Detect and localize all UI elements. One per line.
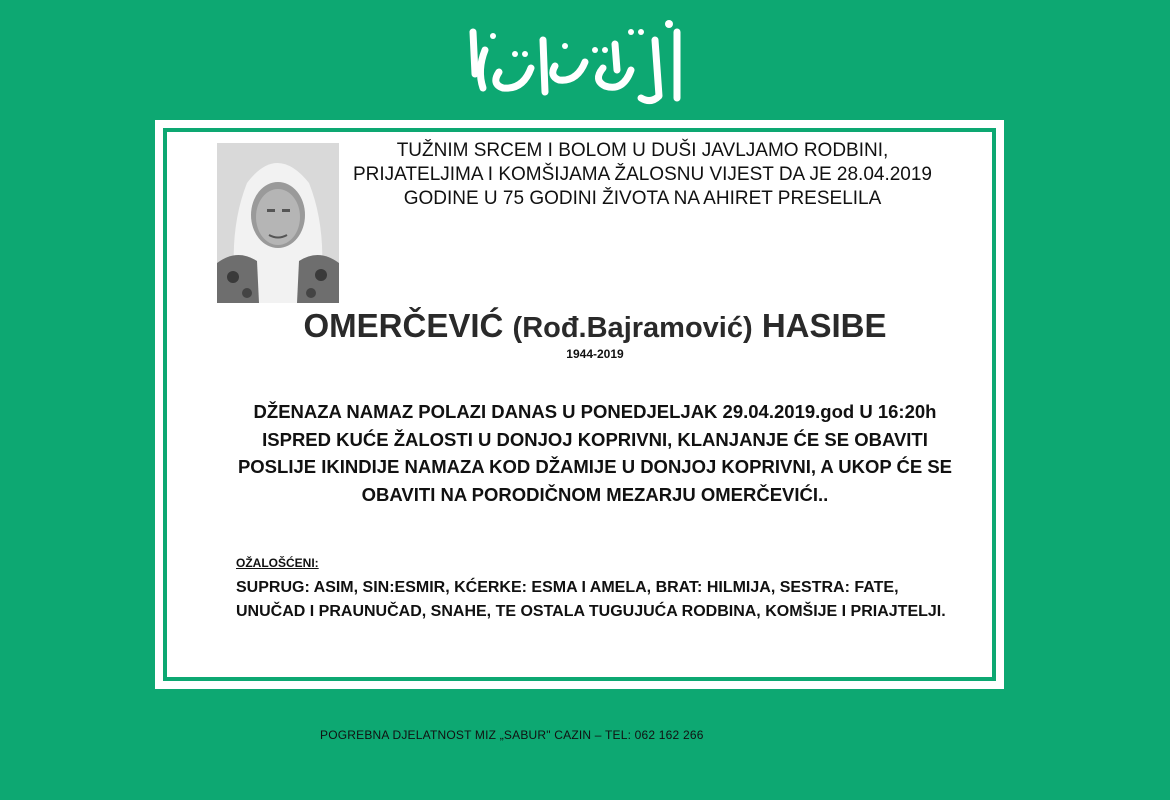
funeral-details: DŽENAZA NAMAZ POLAZI DANAS U PONEDJELJAK 29.04.2019.god U 16:20h ISPRED KUĆE ŽALOSTI U DONJOJ KOPRIVNI, KLANJANJE ĆE SE OBAVITI POSLIJE IKINDIJE NAMAZA KOD DŽAMIJE U DONJOJ KOPRIVNI, A UKOP ĆE SE OBAVITI NA PORODIČNOM MEZARJU OMERČEVIĆI.. bbox=[237, 401, 953, 505]
funeral-service-footer: POGREBNA DJELATNOST MIZ „SABUR" CAZIN – TEL: 062 162 266 bbox=[320, 728, 704, 742]
mourners-list: SUPRUG: ASIM, SIN:ESMIR, KĆERKE: ESMA I AMELA, BRAT: HILMIJA, SESTRA: FATE, UNUČAD I PRAUNUČAD, SNAHE, TE OSTALA TUGUJUĆA RODBINA, KOMŠIJE I PRIAJTELJI. bbox=[236, 579, 946, 620]
mourners-label: OŽALOŠĆENI: bbox=[236, 556, 319, 570]
portrait-photo bbox=[217, 143, 339, 303]
announcement-intro: TUŽNIM SRCEM I BOLOM U DUŠI JAVLJAMO RODBINI, PRIJATELJIMA I KOMŠIJAMA ŽALOSNU VIJEST DA JE 28.04.2019 GODINE U 75 GODINI ŽIVOTA NA AHIRET PRESELILA bbox=[352, 140, 932, 209]
surname: OMERČEVIĆ bbox=[303, 307, 504, 344]
maiden-name: (Rođ.Bajramović) bbox=[512, 312, 753, 344]
given-name: HASIBE bbox=[761, 307, 887, 344]
deceased-name bbox=[160, 305, 1030, 349]
arabic-calligraphy-logo bbox=[455, 10, 705, 110]
portrait-icon bbox=[217, 143, 339, 303]
life-years: 1944-2019 bbox=[566, 347, 624, 361]
